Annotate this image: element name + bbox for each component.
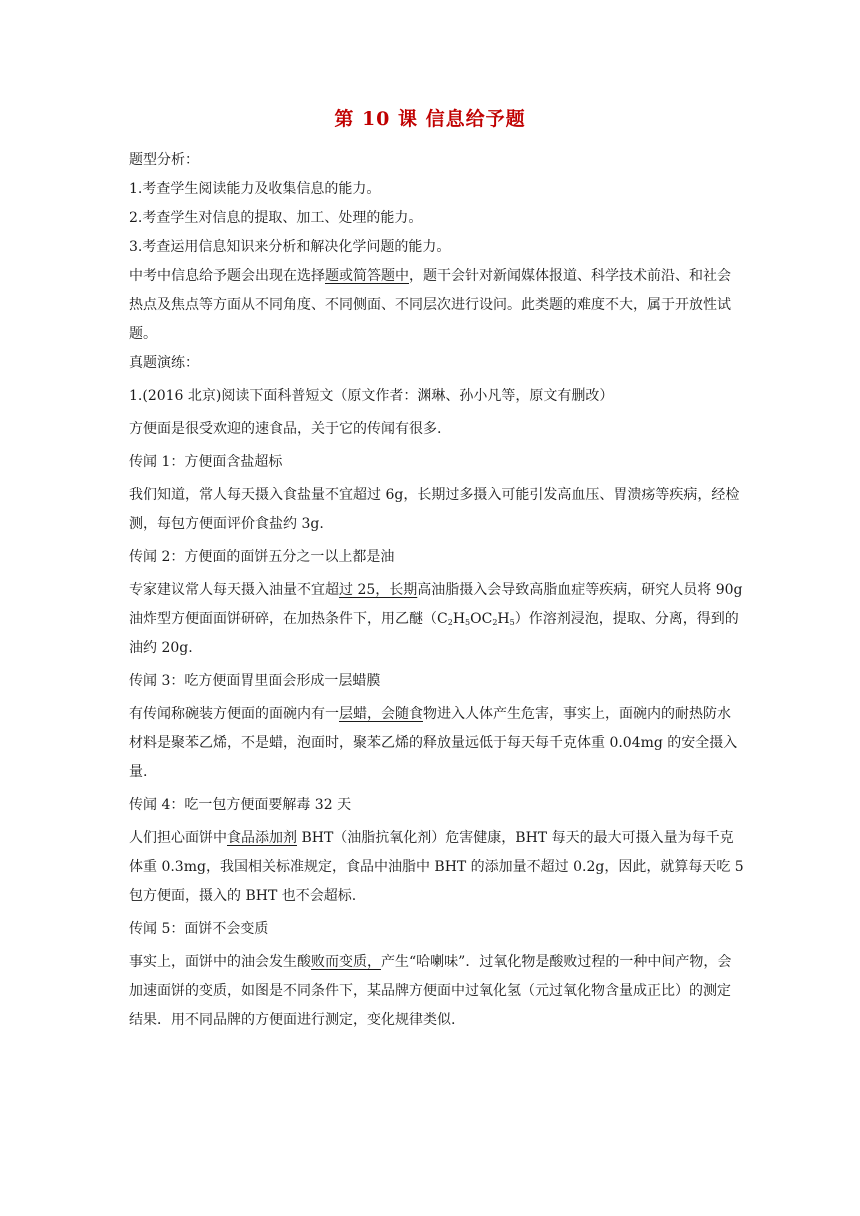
rumor-heading: 传闻 3：吃方便面胃里面会形成一层蜡膜	[129, 673, 381, 689]
rumor-text: 产生“哈喇味”．过氧化物是酸败过程的一种中间产物，会加速面饼的变质，如图是不同条件下，某品牌方便面中过氧化氢（元过氧化物含量成正比）的测定结果．用不同品牌的方便面进行测定，变化规律类似.	[129, 954, 732, 1028]
rumor-heading: 传闻 2：方便面的面饼五分之一以上都是油	[129, 549, 395, 565]
rumor-text: 专家建议常人每天摄入油量不宜超	[129, 582, 339, 598]
analysis-item: 1.考查学生阅读能力及收集信息的能力。	[129, 181, 381, 197]
analysis-text: ，题干会针对新闻媒体报道、科学技术前沿、和社会热点及焦点等方面从不同角度、不同侧面、不同层次进行设问。此类题的难度不大，属于开放性试题。	[129, 268, 731, 342]
rumor-text: 有传闻称碗装方便面的面碗内有一	[129, 706, 339, 722]
rumor-heading: 传闻 4：吃一包方便面要解毒 32 天	[129, 797, 352, 813]
formula-text: H	[452, 611, 466, 627]
rumor-text: BHT（油脂抗氧化剂）危害健康，BHT 每天的最大可摄入量为每千克体重 0.3mg，我国相关标准规定，食品中油脂中 BHT 的添加量不超过 0.2g，因此，就算每天吃 5 包方便面，摄入的 BHT 也不会超标.	[129, 830, 744, 904]
question-source: 1.(2016 北京)阅读下面科普短文（原文作者：渊琳、孙小凡等，原文有删改）	[129, 388, 614, 404]
subscript: 2	[492, 618, 498, 627]
subscript: 5	[465, 618, 471, 627]
rumor-text: 人们担心面饼中	[129, 830, 227, 846]
underlined-text: 题或简答题中	[325, 268, 409, 284]
rumor-text: 物进入人体产生危害，事实上，面碗内的耐热防水材料是聚苯乙烯，不是蜡，泡面时，聚苯乙烯的释放量远低于每天每千克体重 0.04mg 的安全摄入量.	[129, 706, 738, 780]
rumor-text: 事实上，面饼中的油会发生酸	[129, 954, 311, 970]
underlined-text: 层蜡，会随食	[339, 706, 423, 722]
rumor-body	[129, 824, 744, 911]
rumor-body	[129, 700, 744, 787]
rumor-text: 高油脂摄入会导致高脂血症等疾病，研究人员将 90g 油炸型方便面面饼研碎，在加热条件下，用乙醚（C	[129, 582, 743, 627]
rumor-heading: 传闻 1：方便面含盐超标	[129, 454, 283, 470]
formula-text: H	[497, 611, 510, 627]
rumor-heading: 传闻 5：面饼不会变质	[129, 921, 269, 937]
question-lead: 方便面是很受欢迎的速食品，关于它的传闻有很多.	[129, 421, 442, 437]
rumor-body: 我们知道，常人每天摄入食盐量不宜超过 6g，长期过多摄入可能引发高血压、胃溃疡等疾病，经检测，每包方便面评价食盐约 3g.	[129, 487, 740, 532]
analysis-item: 3.考查运用信息知识来分析和解决化学问题的能力。	[129, 239, 451, 255]
underlined-text: 过 25，长期	[339, 582, 418, 598]
subscript: 2	[447, 618, 453, 627]
formula-text: OC	[470, 611, 493, 627]
analysis-item: 2.考查学生对信息的提取、加工、处理的能力。	[129, 210, 423, 226]
document-body	[129, 146, 744, 1035]
subscript: 5	[509, 618, 515, 627]
practice-heading: 真题演练：	[129, 355, 199, 371]
rumor-text: ）作溶剂浸泡，提取、分离，得到的油约 20g.	[129, 611, 739, 656]
analysis-heading: 题型分析：	[129, 152, 199, 168]
analysis-text: 中考中信息给予题会出现在选择	[129, 268, 325, 284]
rumor-body	[129, 948, 744, 1035]
page-title: 第 10 课 信息给予题	[334, 108, 526, 130]
analysis-paragraph	[129, 262, 744, 349]
rumor-body	[129, 576, 744, 663]
underlined-text: 败而变质，	[311, 954, 381, 970]
underlined-text: 食品添加剂	[227, 830, 297, 846]
